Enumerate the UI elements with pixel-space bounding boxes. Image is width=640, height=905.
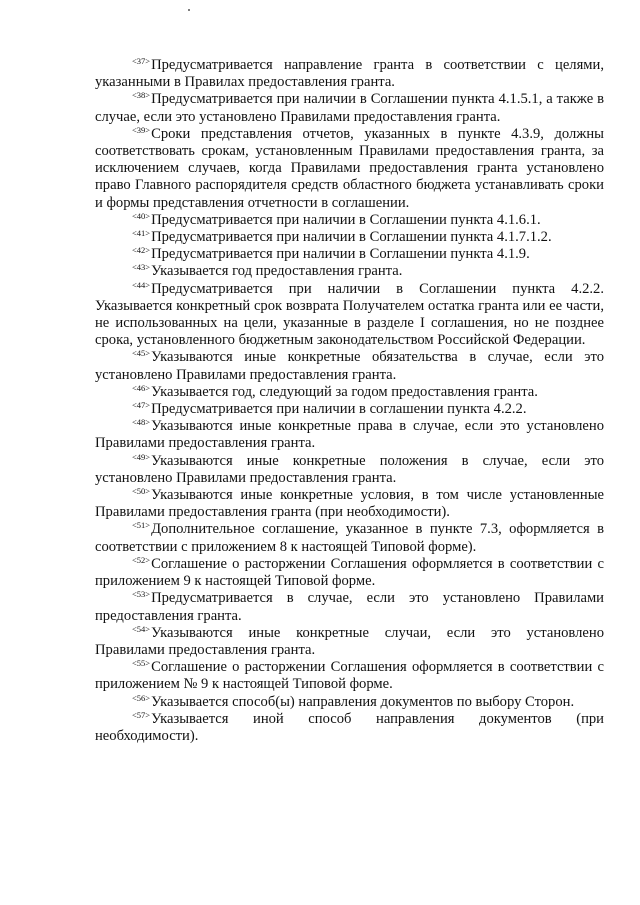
footnote-text: Предусматривается при наличии в Соглашении пункта 4.2.2. Указывается конкретный срок возврата Получателем остатка гранта или ее части, не использованных на цели, указанные в разделе I соглашения, но не позднее срока, установленного бюджетным законодательством Российской Федерации. <box>95 280 604 349</box>
footnote-marker: <40> <box>132 210 151 221</box>
footnote <box>95 711 604 745</box>
footnote-marker: <48> <box>132 417 151 428</box>
footnote <box>95 246 604 263</box>
footnote-marker: <51> <box>132 520 151 531</box>
footnote-text: Дополнительное соглашение, указанное в пункте 7.3, оформляется в соответствии с приложением 8 к настоящей Типовой форме). <box>95 521 604 555</box>
footnote <box>95 281 604 350</box>
footnote-text: Соглашение о расторжении Соглашения оформляется в соответствии с приложением № 9 к настоящей Типовой форме. <box>95 659 604 693</box>
footnote-text: Предусматривается при наличии в Соглашении пункта 4.1.5.1, а также в случае, если это установлено Правилами предоставления гранта. <box>95 91 604 125</box>
footnote-text: Указывается способ(ы) направления документов по выбору Сторон. <box>151 693 575 710</box>
footnote-text: Предусматривается при наличии в Соглашении пункта 4.1.6.1. <box>151 211 541 228</box>
footnote-text: Соглашение о расторжении Соглашения оформляется в соответствии с приложением 9 к настоящей Типовой форме. <box>95 555 604 590</box>
footnote-text: Указываются иные конкретные положения в случае, если это установлено Правилами предоставления гранта. <box>95 452 604 486</box>
footnote-marker: <39> <box>132 124 151 135</box>
footnote-marker: <54> <box>132 623 151 634</box>
footnote-text: Предусматривается при наличии в Соглашении пункта 4.1.9. <box>151 246 530 263</box>
footnote <box>95 349 604 383</box>
footnote-text: Предусматривается в случае, если это установлено Правилами предоставления гранта. <box>95 590 604 624</box>
footnote-text: Указываются иные конкретные права в случае, если это установлено Правилами предоставления гранта. <box>95 418 604 452</box>
footnote <box>95 625 604 659</box>
footnote <box>95 659 604 693</box>
footnote <box>95 556 604 590</box>
footnote-marker: <46> <box>132 382 151 393</box>
footnote-marker: <53> <box>132 589 151 600</box>
footnote <box>95 212 604 229</box>
footnote <box>95 229 604 246</box>
footnote-marker: <43> <box>132 262 151 273</box>
footnote <box>95 487 604 521</box>
footnote-text: Указывается год предоставления гранта. <box>151 263 403 280</box>
footnote <box>95 384 604 401</box>
footnote <box>95 91 604 125</box>
footnote-text: Предусматривается при наличии в Соглашении пункта 4.1.7.1.2. <box>151 229 552 246</box>
footnote-marker: <52> <box>132 554 151 565</box>
footnote <box>95 521 604 555</box>
footnote-text: Указывается иной способ направления документов (при необходимости). <box>95 710 604 744</box>
scan-speck <box>188 9 190 11</box>
footnote <box>95 57 604 91</box>
footnote-marker: <57> <box>132 709 151 720</box>
footnote-text: Указываются иные конкретные условия, в том числе установленные Правилами предоставления гранта (при необходимости). <box>95 487 604 521</box>
footnote-text: Сроки представления отчетов, указанных в пункте 4.3.9, должны соответствовать срокам, установленным Правилами предоставления гранта, за исключением случаев, когда Правилами предоставления гранта установлено право Главного распорядителя средств областного бюджета устанавливать сроки и формы представления отчетности в соглашении. <box>95 125 604 211</box>
footnote <box>95 401 604 418</box>
footnote <box>95 263 604 280</box>
footnote <box>95 694 604 711</box>
footnote-text: Указываются иные конкретные обязательства в случае, если это установлено Правилами предоставления гранта. <box>95 349 604 383</box>
footnote-marker: <55> <box>132 658 151 669</box>
footnote <box>95 126 604 212</box>
footnote-marker: <50> <box>132 486 151 497</box>
footnote <box>95 453 604 487</box>
footnote <box>95 590 604 624</box>
footnote-marker: <38> <box>132 90 151 101</box>
footnote-marker: <49> <box>132 451 151 462</box>
footnote-text: Предусматривается при наличии в соглашении пункта 4.2.2. <box>151 401 527 418</box>
footnote-text: Предусматривается направление гранта в соответствии с целями, указанными в Правилах предоставления гранта. <box>95 57 604 91</box>
footnote-marker: <42> <box>132 245 151 256</box>
footnote-marker: <41> <box>132 228 151 239</box>
footnote-marker: <44> <box>132 279 151 290</box>
footnote-text: Указываются иные конкретные случаи, если это установлено Правилами предоставления гранта. <box>95 624 604 658</box>
footnote-marker: <37> <box>132 56 151 66</box>
footnote-text: Указывается год, следующий за годом предоставления гранта. <box>151 383 538 400</box>
footnotes-list <box>95 57 604 745</box>
footnote-marker: <47> <box>132 400 151 411</box>
footnote-marker: <45> <box>132 348 151 359</box>
footnote-marker: <56> <box>132 692 151 703</box>
footnote <box>95 418 604 452</box>
